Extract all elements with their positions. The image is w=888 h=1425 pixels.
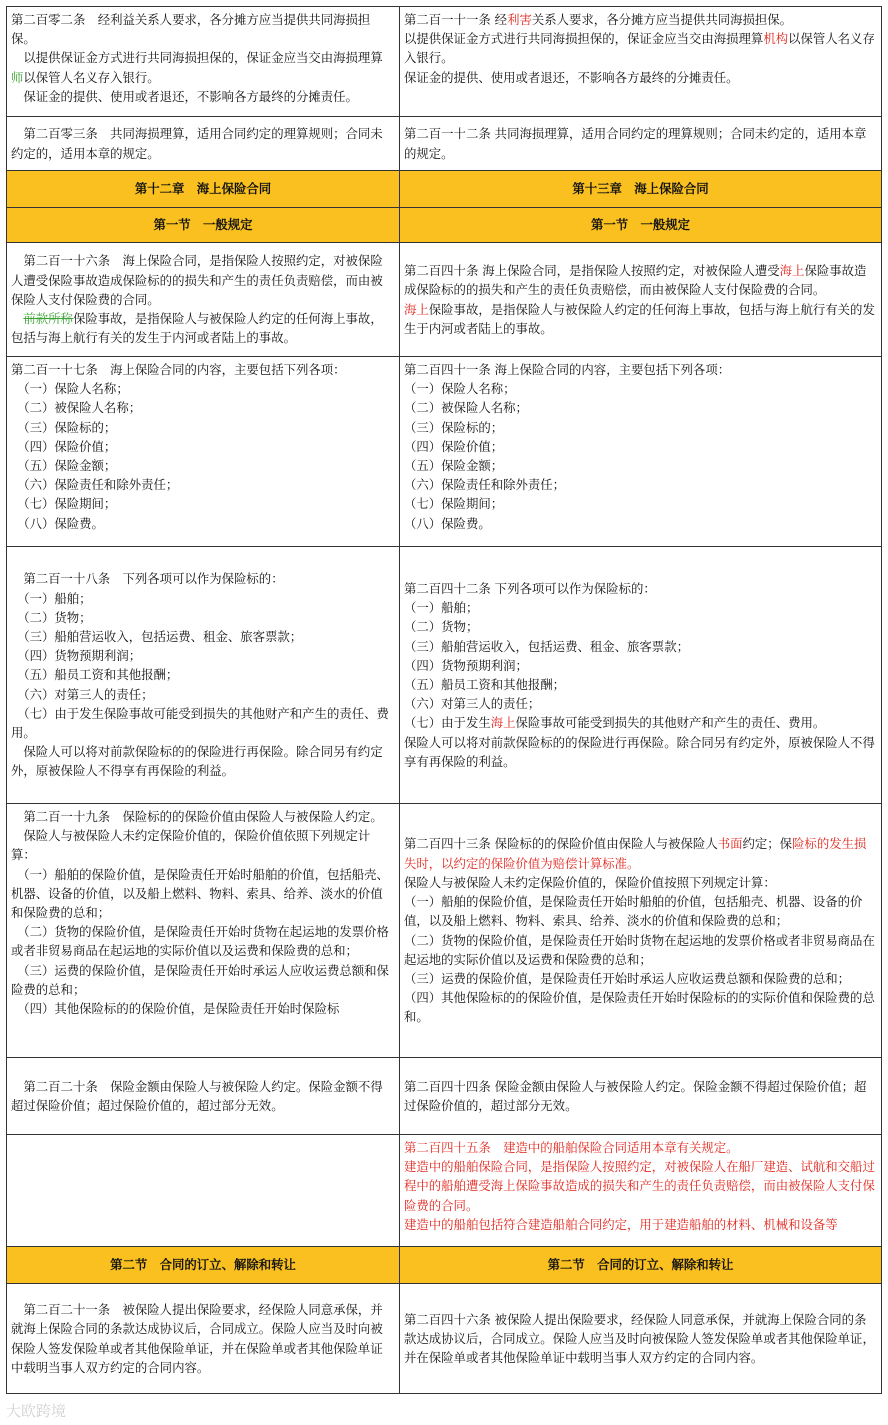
text-run: 第二百四十四条 保险金额由保险人与被保险人约定。保险金额不得超过保险价值；超过保险价值的，超过部分无效。 xyxy=(404,1078,867,1113)
highlighted-text: 海上 xyxy=(404,301,429,317)
text-run: （六）对第三人的责任； xyxy=(404,696,541,712)
paragraph xyxy=(404,437,877,456)
paragraph xyxy=(404,124,877,162)
text-run: 关系人要求，各分摊方应当提供共同海损担保。 xyxy=(531,12,793,27)
paragraph xyxy=(404,514,877,533)
paragraph xyxy=(404,931,877,969)
paragraph xyxy=(404,988,877,1026)
text-run: （四）货物预期利润； xyxy=(404,657,528,673)
text-run: 第二百一十一条 经 xyxy=(404,12,508,27)
paragraph xyxy=(404,637,877,656)
text-run: 保证金的提供、使用或者退还，不影响各方最终的分摊责任。 xyxy=(404,69,739,85)
paragraph xyxy=(404,29,877,67)
chapter-heading: 第十二章 海上保险合同 xyxy=(7,171,400,208)
table-row xyxy=(7,547,882,804)
paragraph xyxy=(11,251,395,309)
text-run: （四）保险价值； xyxy=(404,438,504,454)
cell-old-empty xyxy=(7,1135,400,1247)
paragraph xyxy=(11,309,395,347)
cell-new xyxy=(400,547,882,804)
paragraph xyxy=(404,398,877,417)
text-run: 第二百一十七条 海上保险合同的内容，主要包括下列各项： xyxy=(11,362,346,377)
text-run: 保险人与被保险人未约定保险价值的，保险价值按照下列规定计算： xyxy=(404,874,776,890)
paragraph xyxy=(404,1077,877,1115)
cell-old xyxy=(7,357,400,547)
text-run: 保险人可以将对前款保险标的的保险进行再保险。除合同另有约定外，原被保险人不得享有再保险的利益。 xyxy=(404,734,875,769)
paragraph xyxy=(404,969,877,988)
table-row xyxy=(7,1135,882,1247)
paragraph xyxy=(404,694,877,713)
paragraph xyxy=(404,675,877,694)
text-run: 保险人可以将对前款保险标的的保险进行再保险。除合同另有约定外，原被保险人不得享有再保险的利益。 xyxy=(11,744,383,779)
text-run: 第二百四十六条 被保险人提出保险要求，经保险人同意承保，并就海上保险合同的条款达成协议后，合同成立。保险人应当及时向被保险人签发保险单或者其他保险单证，并在保险单或者其他保险单证中载明当事人双方约定的合同内容。 xyxy=(404,1311,875,1366)
text-run: 保险人与被保险人未约定保险价值的，保险价值依照下列规定计算： xyxy=(11,828,371,863)
paragraph xyxy=(404,834,877,872)
table-row xyxy=(7,117,882,171)
text-run: 第二百四十三条 保险标的的保险价值由保险人与被保险人 xyxy=(404,836,718,852)
highlighted-text: 险标的发生损失时，以约定的保险价值为赔偿计算标准。 xyxy=(404,836,867,871)
text-run: 第二百一十六条 海上保险合同，是指保险人按照约定，对被保险人遭受保险事故造成保险标的的损失和产生的责任负责赔偿，而由被保险人支付保险费的合同。 xyxy=(11,253,383,307)
paragraph xyxy=(404,892,877,930)
watermark: 大欧跨境 xyxy=(6,1402,67,1420)
paragraph xyxy=(404,68,877,87)
text-run: （七）由于发生保险事故可能受到损失的其他财产和产生的责任、费用。 xyxy=(11,705,389,740)
cell-new xyxy=(400,1058,882,1135)
cell-new xyxy=(400,243,882,357)
section-heading: 第二节 合同的订立、解除和转让 xyxy=(400,1247,882,1284)
text-run: 以保管人名义存入银行。 xyxy=(23,69,160,85)
table-row xyxy=(7,7,882,117)
text-run: 以提供保证金方式进行共同海损担保的，保证金应当交由海损理算 xyxy=(404,31,764,47)
section-header-row xyxy=(7,1247,882,1284)
text-run: （八）保险费。 xyxy=(11,515,104,531)
cell-old xyxy=(7,7,400,117)
highlighted-text: 机构 xyxy=(763,31,789,47)
text-run: （三）船舶营运收入，包括运费、租金、旅客票款； xyxy=(11,628,303,644)
section-header-row xyxy=(7,208,882,243)
text-run: （二）货物； xyxy=(11,609,92,625)
text-run: （七）保险期间； xyxy=(11,496,117,512)
text-run: （七）保险期间； xyxy=(404,496,504,512)
paragraph xyxy=(11,826,395,864)
text-run: 约定；保 xyxy=(742,836,793,852)
paragraph xyxy=(404,360,877,379)
text-run: 保证金的提供、使用或者退还，不影响各方最终的分摊责任。 xyxy=(11,88,358,104)
text-run: （三）运费的保险价值，是保险责任开始时承运人应收运费总额和保险费的总和； xyxy=(404,970,851,986)
paragraph xyxy=(404,261,877,299)
paragraph xyxy=(404,873,877,892)
text-run: （三）保险标的； xyxy=(404,419,504,435)
paragraph xyxy=(11,961,395,999)
cell-new xyxy=(400,7,882,117)
paragraph xyxy=(11,922,395,960)
paragraph xyxy=(404,713,877,732)
highlighted-text: 前款所称 xyxy=(23,311,73,327)
paragraph xyxy=(11,124,395,162)
section-heading: 第一节 一般规定 xyxy=(7,208,400,243)
table-row xyxy=(7,1284,882,1394)
paragraph xyxy=(404,300,877,338)
text-run: （一）船舶的保险价值，是保险责任开始时船舶的价值，包括船壳、机器、设备的价值，以及船上燃料、物料、索具、给养、淡水的价值和保险费的总和； xyxy=(11,866,389,921)
chapter-heading: 第十三章 海上保险合同 xyxy=(400,171,882,208)
cell-old xyxy=(7,804,400,1058)
text-run: （二）货物的保险价值，是保险责任开始时货物在起运地的发票价格或者非贸易商品在起运地的实际价值以及运费和保险费的总和； xyxy=(11,924,389,959)
paragraph xyxy=(11,865,395,923)
text-run: 以提供保证金方式进行共同海损担保的，保证金应当交由海损理算 xyxy=(11,50,383,66)
text-run: （四）货物预期利润； xyxy=(11,648,142,664)
paragraph xyxy=(404,379,877,398)
paragraph xyxy=(11,589,395,608)
paragraph xyxy=(11,608,395,627)
text-run: （三）保险标的； xyxy=(11,419,117,435)
chapter-header-row xyxy=(7,171,882,208)
cell-new xyxy=(400,1284,882,1394)
paragraph xyxy=(404,579,877,598)
paragraph xyxy=(11,398,395,417)
paragraph xyxy=(11,494,395,513)
text-run: 第二百四十条 海上保险合同，是指保险人按照约定，对被保险人遭受 xyxy=(404,263,780,279)
text-run: 保险事故可能受到损失的其他财产和产生的责任、费用。 xyxy=(515,715,826,731)
paragraph xyxy=(404,733,877,771)
paragraph xyxy=(404,598,877,617)
text-run: （八）保险费。 xyxy=(404,515,491,531)
text-run: 第二百一十八条 下列各项可以作为保险标的： xyxy=(11,571,284,587)
highlighted-text: 海上 xyxy=(779,263,805,279)
cell-new xyxy=(400,1135,882,1247)
cell-old xyxy=(7,1284,400,1394)
text-run: （二）货物的保险价值，是保险责任开始时货物在起运地的发票价格或者非贸易商品在起运地的实际价值以及运费和保险费的总和； xyxy=(404,932,875,967)
text-run: 保险事故造成保险标的的损失和产生的责任负责赔偿，而由被保险人支付保险费的合同。 xyxy=(404,263,867,298)
table-row xyxy=(7,357,882,547)
cell-old xyxy=(7,117,400,171)
text-run: （五）船员工资和其他报酬； xyxy=(404,677,566,692)
highlighted-text: 建造中的船舶包括符合建造船舶合同约定，用于建造船舶的材料、机械和设备等 xyxy=(404,1216,838,1232)
paragraph xyxy=(11,360,395,379)
paragraph xyxy=(11,807,395,826)
text-run: 第二百一十二条 共同海损理算，适用合同约定的理算规则；合同未约定的，适用本章的规定。 xyxy=(404,126,867,161)
text-run: （五）保险金额； xyxy=(11,458,117,474)
paragraph xyxy=(404,617,877,636)
table-row xyxy=(7,804,882,1058)
text-run: 保险事故，是指保险人与被保险人约定的任何海上事故，包括与海上航行有关的发生于内河或者陆上的事故。 xyxy=(11,311,383,346)
paragraph xyxy=(404,10,877,29)
section-heading: 第二节 合同的订立、解除和转让 xyxy=(7,1247,400,1284)
paragraph xyxy=(11,418,395,437)
section-heading: 第一节 一般规定 xyxy=(400,208,882,243)
paragraph xyxy=(11,646,395,665)
text-run: （一）船舶； xyxy=(404,600,479,616)
text-run: 以保管人名义存入银行。 xyxy=(404,31,875,66)
paragraph xyxy=(11,627,395,646)
text-run: （五）保险金额； xyxy=(404,458,504,474)
paragraph xyxy=(404,1310,877,1368)
paragraph xyxy=(11,704,395,742)
highlighted-text: 第二百四十五条 建造中的船舶保险合同适用本章有关规定。 xyxy=(404,1140,739,1155)
paragraph xyxy=(404,418,877,437)
text-run: （三）船舶营运收入，包括运费、租金、旅客票款； xyxy=(404,638,689,654)
paragraph xyxy=(11,456,395,475)
text-run: 保险事故，是指保险人与被保险人约定的任何海上事故，包括与海上航行有关的发生于内河或者陆上的事故。 xyxy=(404,301,875,336)
text-run: （七）由于发生 xyxy=(404,715,491,731)
paragraph xyxy=(11,742,395,780)
text-run: 第二百零二条 经利益关系人要求，各分摊方应当提供共同海损担保。 xyxy=(11,12,371,47)
paragraph xyxy=(404,656,877,675)
paragraph xyxy=(404,1215,877,1234)
paragraph xyxy=(11,437,395,456)
text-run: （一）保险人名称； xyxy=(11,381,129,397)
text-run: 第二百四十二条 下列各项可以作为保险标的： xyxy=(404,580,656,596)
paragraph xyxy=(404,1157,877,1215)
paragraph xyxy=(11,1077,395,1115)
text-run: 第二百二十条 保险金额由保险人与被保险人约定。保险金额不得超过保险价值；超过保险价值的，超过部分无效。 xyxy=(11,1078,383,1113)
comparison-table xyxy=(6,6,882,1394)
paragraph xyxy=(404,1138,877,1157)
paragraph xyxy=(404,456,877,475)
highlighted-text: 利害 xyxy=(507,12,532,27)
paragraph xyxy=(11,10,395,48)
text-run: （六）保险责任和除外责任； xyxy=(11,477,179,493)
text-run: （二）被保险人名称； xyxy=(11,400,142,416)
paragraph xyxy=(11,569,395,588)
text-run: （一）保险人名称； xyxy=(404,381,516,397)
paragraph xyxy=(11,475,395,494)
text-run: （二）货物； xyxy=(404,619,479,635)
text-run: （四）其他保险标的的保险价值，是保险责任开始时保险标 xyxy=(11,1001,340,1017)
text-run: （五）船员工资和其他报酬； xyxy=(11,667,179,683)
text-run: 第二百一十九条 保险标的的保险价值由保险人与被保险人约定。 xyxy=(11,809,383,824)
text-run: （二）被保险人名称； xyxy=(404,400,528,416)
cell-new xyxy=(400,357,882,547)
cell-old xyxy=(7,547,400,804)
paragraph xyxy=(11,87,395,106)
highlighted-text: 书面 xyxy=(717,836,743,852)
cell-new xyxy=(400,804,882,1058)
paragraph xyxy=(11,379,395,398)
paragraph xyxy=(11,685,395,704)
text-run: 第二百二十一条 被保险人提出保险要求，经保险人同意承保，并就海上保险合同的条款达成协议后，合同成立。保险人应当及时向被保险人签发保险单或者其他保险单证，并在保险单或者其他保险单证中载明当事人双方约定的合同内容。 xyxy=(11,1302,383,1375)
paragraph xyxy=(11,1300,395,1377)
cell-old xyxy=(7,1058,400,1135)
text-run: （一）船舶的保险价值，是保险责任开始时船舶的价值，包括船壳、机器、设备的价值，以及船上燃料、物料、索具、给养、淡水的价值和保险费的总和； xyxy=(404,894,863,929)
paragraph xyxy=(404,494,877,513)
table-row xyxy=(7,1058,882,1135)
text-run xyxy=(11,311,23,326)
cell-old xyxy=(7,243,400,357)
text-run: （一）船舶； xyxy=(11,590,92,606)
highlighted-text: 师 xyxy=(11,69,24,85)
highlighted-text: 海上 xyxy=(490,715,516,731)
text-run: （三）运费的保险价值，是保险责任开始时承运人应收运费总额和保险费的总和； xyxy=(11,962,389,997)
paragraph xyxy=(11,665,395,684)
table-row xyxy=(7,243,882,357)
paragraph xyxy=(404,475,877,494)
paragraph xyxy=(11,48,395,86)
text-run: （四）其他保险标的的保险价值，是保险责任开始时保险标的的实际价值和保险费的总和。 xyxy=(404,990,875,1025)
text-run: （六）保险责任和除外责任； xyxy=(404,477,566,493)
cell-new xyxy=(400,117,882,171)
text-run: 第二百零三条 共同海损理算，适用合同约定的理算规则；合同未约定的，适用本章的规定。 xyxy=(11,126,383,161)
highlighted-text: 建造中的船舶保险合同，是指保险人按照约定，对被保险人在船厂建造、试航和交船过程中的船舶遭受海上保险事故造成的损失和产生的责任负责赔偿，而由被保险人支付保险费的合同。 xyxy=(404,1159,875,1213)
text-run: 第二百四十一条 海上保险合同的内容，主要包括下列各项： xyxy=(404,362,731,377)
paragraph xyxy=(11,999,395,1018)
text-run: （四）保险价值； xyxy=(11,438,117,454)
paragraph xyxy=(11,514,395,533)
text-run: （六）对第三人的责任； xyxy=(11,686,154,702)
